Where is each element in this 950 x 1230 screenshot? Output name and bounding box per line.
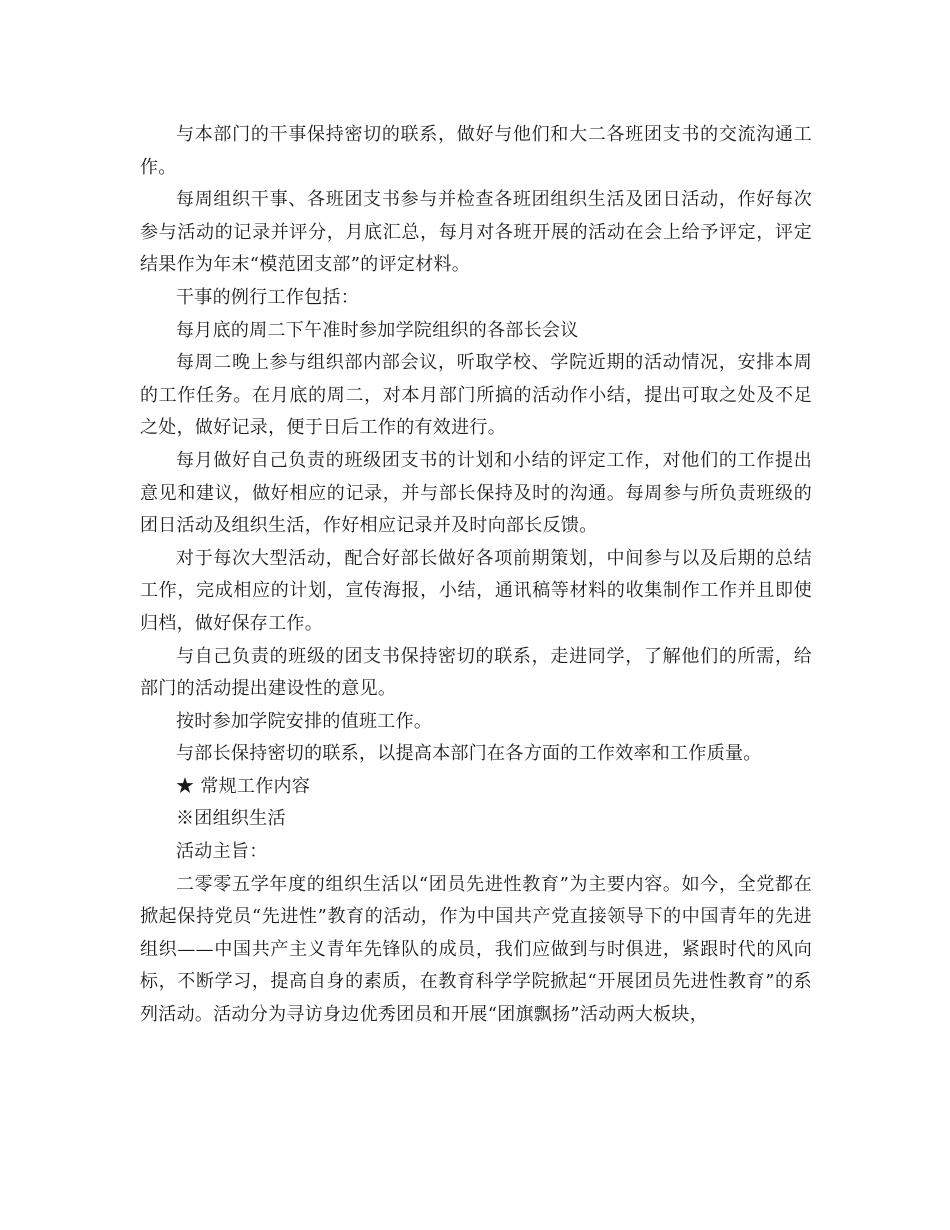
paragraph: 二零零五学年度的组织生活以“团员先进性教育”为主要内容。如今，全党都在掀起保持党员“先进性”教育的活动，作为中国共产党直接领导下的中国青年的先进组织——中国共产主义青年先锋队的成员，我们应做到与时俱进，紧跟时代的风向标，不断学习，提高自身的素质，在教育科学学院掀起“开展团员先进性教育”的系列活动。活动分为寻访身边优秀团员和开展“团旗飘扬”活动两大板块， bbox=[140, 873, 812, 1026]
paragraph: 每月底的周二下午准时参加学院组织的各部长会议 bbox=[176, 319, 579, 341]
document-body bbox=[140, 119, 812, 1032]
paragraph: 每周二晚上参与组织部内部会议，听取学校、学院近期的活动情况，安排本周的工作任务。在月底的周二，对本月部门所搞的活动作小结，提出可取之处及不足之处，做好记录，便于日后工作的有效进行。 bbox=[140, 352, 812, 439]
paragraph: 干事的例行工作包括： bbox=[176, 286, 359, 308]
paragraph: 对于每次大型活动，配合好部长做好各项前期策划，中间参与以及后期的总结工作，完成相应的计划，宣传海报，小结，通讯稿等材料的收集制作工作并且即使归档，做好保存工作。 bbox=[140, 547, 812, 634]
paragraph: 每月做好自己负责的班级团支书的计划和小结的评定工作，对他们的工作提出意见和建议，做好相应的记录，并与部长保持及时的沟通。每周参与所负责班级的团日活动及组织生活，作好相应记录并及时向部长反馈。 bbox=[140, 449, 812, 537]
paragraph: 与本部门的干事保持密切的联系，做好与他们和大二各班团支书的交流沟通工作。 bbox=[140, 124, 812, 178]
subsection-heading: ※团组织生活 bbox=[176, 808, 286, 830]
section-heading: ★ 常规工作内容 bbox=[176, 775, 311, 797]
paragraph: 与部长保持密切的联系，以提高本部门在各方面的工作效率和工作质量。 bbox=[176, 743, 762, 765]
paragraph: 与自己负责的班级的团支书保持密切的联系，走进同学，了解他们的所需，给部门的活动提出建设性的意见。 bbox=[140, 645, 812, 700]
paragraph: 按时参加学院安排的值班工作。 bbox=[176, 710, 433, 732]
paragraph: 活动主旨： bbox=[176, 841, 268, 863]
paragraph: 每周组织干事、各班团支书参与并检查各班团组织生活及团日活动，作好每次参与活动的记录并评分，月底汇总，每月对各班开展的活动在会上给予评定，评定结果作为年末“模范团支部”的评定材料。 bbox=[140, 189, 812, 276]
